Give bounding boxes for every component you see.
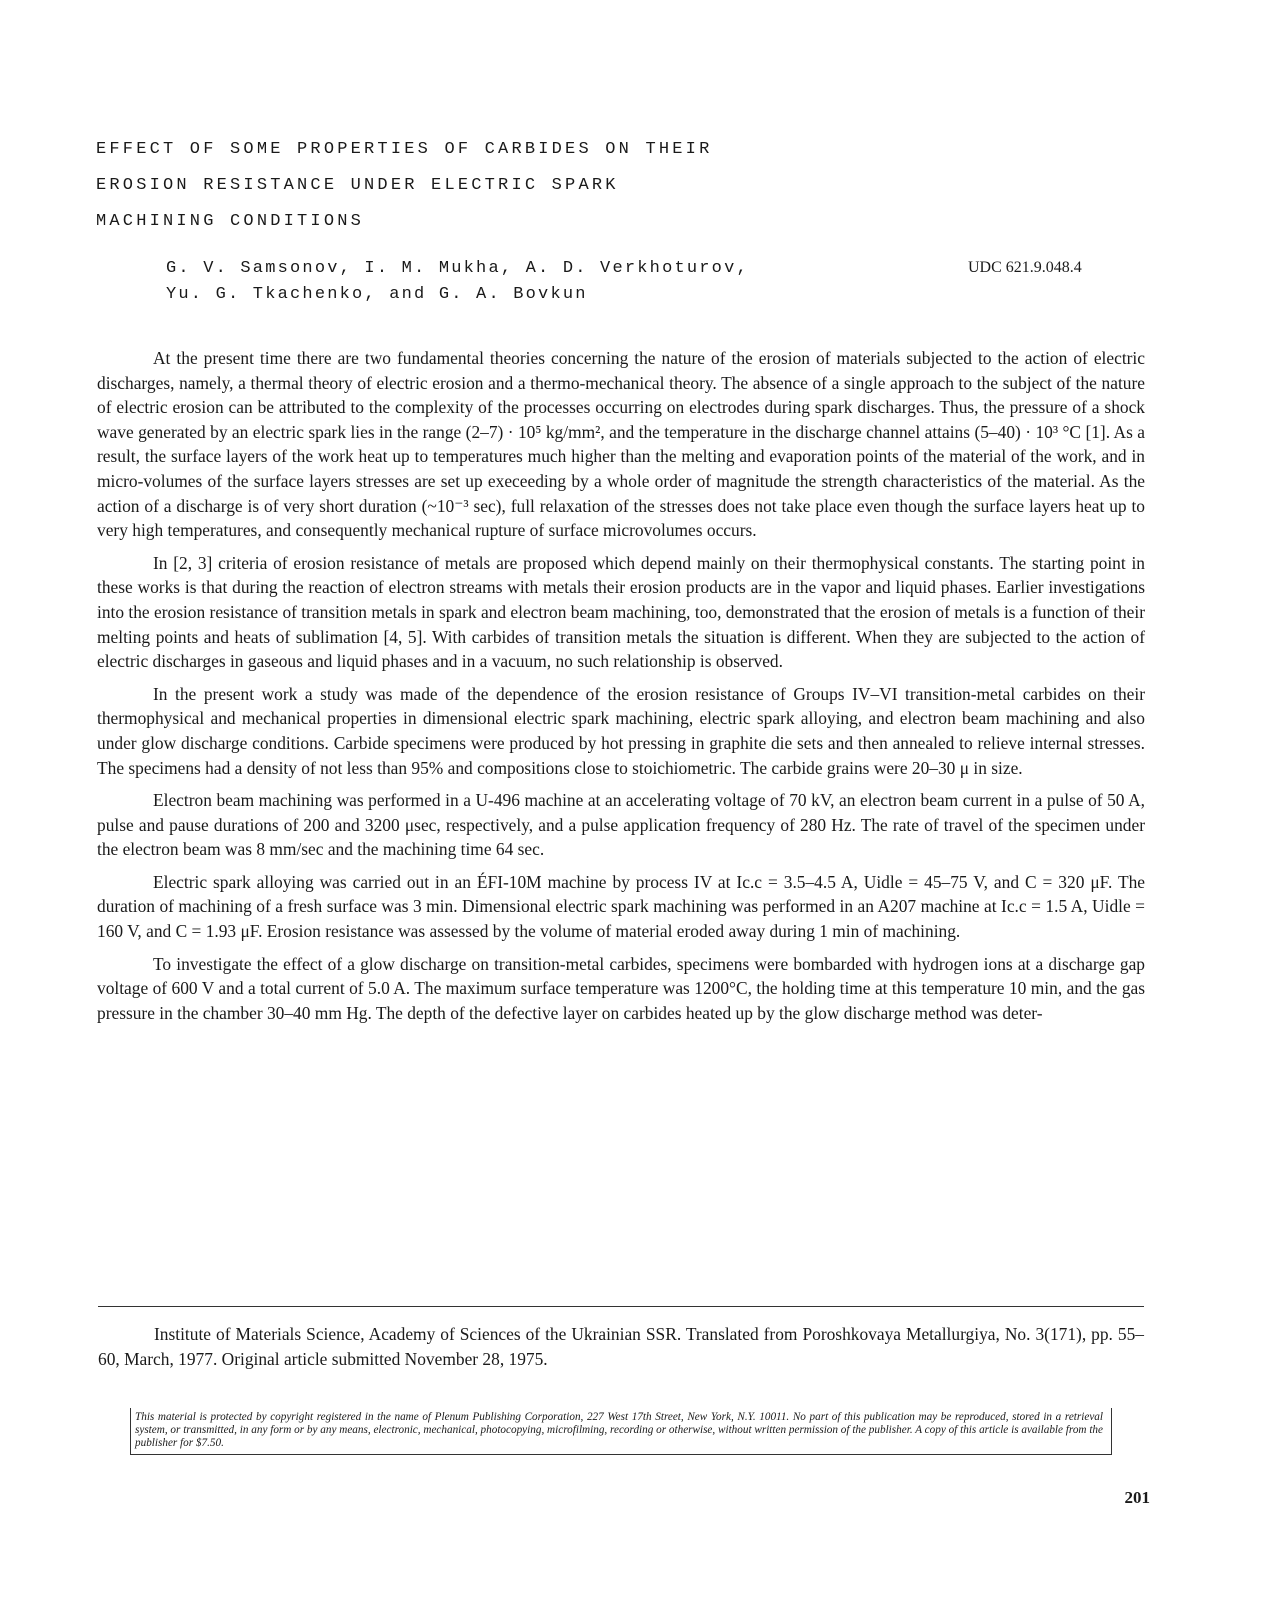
affiliation-note: Institute of Materials Science, Academy of Sciences of the Ukrainian SSR. Translated from Poroshkovaya Metallurgiya, No. 3(171), pp. 55–60, March, 1977. Original article submitted November 28, 1975. [98, 1324, 1144, 1369]
copyright-notice: This material is protected by copyright registered in the name of Plenum Publishing Corporation, 227 West 17th Street, New York, N.Y. 10011. No part of this publication may be reproduced, stored in a retrieval system, or transmitted, in any form or by any means, electronic, mechanical, photocopying, microfilming, recording or otherwise, without written permission of the publisher. A copy of this article is available from the publisher for $7.50. [130, 1408, 1112, 1455]
paragraph-1: At the present time there are two fundamental theories concerning the nature of the erosion of materials subjected to the action of electric discharges, namely, a thermal theory of electric erosion and a thermo-mechanical theory. The absence of a single approach to the subject of the nature of electric erosion can be attributed to the complexity of the processes occurring on electrodes during spark discharges. Thus, the pressure of a shock wave generated by an electric spark lies in the range (2–7) · 10⁵ kg/mm², and the temperature in the discharge channel attains (5–40) · 10³ °C [1]. As a result, the surface layers of the work heat up to temperatures much higher than the melting and evaporation points of the material of the work, and in micro-volumes of the surface layers stresses are set up execeeding by a whole order of magnitude the strength characteristics of the material. As the action of a discharge is of very short duration (~10⁻³ sec), full relaxation of the stresses does not take place even though the surface layers heat up to very high temperatures, and consequently mechanical rupture of surface microvolumes occurs. [97, 348, 1145, 541]
paragraph-4: Electron beam machining was performed in a U-496 machine at an accelerating voltage of 70 kV, an electron beam current in a pulse of 50 A, pulse and pause durations of 200 and 3200 μsec, respectively, and a pulse application frequency of 280 Hz. The rate of travel of the specimen under the electron beam was 8 mm/sec and the machining time 64 sec. [97, 790, 1145, 860]
paragraph-2: In [2, 3] criteria of erosion resistance of metals are proposed which depend mainly on their thermophysical constants. The starting point in these works is that during the reaction of electron streams with metals their erosion products are in the vapor and liquid phases. Earlier investigations into the erosion resistance of transition metals in spark and electron beam machining, too, demonstrated that the erosion of metals is a function of their melting points and heats of sublimation [4, 5]. With carbides of transition metals the situation is different. When they are subjected to the action of electric discharges in gaseous and liquid phases and in a vacuum, no such relationship is observed. [97, 552, 1145, 672]
paragraph-6: To investigate the effect of a glow discharge on transition-metal carbides, specimens were bombarded with hydrogen ions at a discharge gap voltage of 600 V and a total current of 5.0 A. The maximum surface temperature was 1200°C, the holding time at this temperature 10 min, and the gas pressure in the chamber 30–40 mm Hg. The depth of the defective layer on carbides heated up by the glow discharge method was deter- [97, 953, 1145, 1023]
paragraph-5: Electric spark alloying was carried out in an ÉFI-10M machine by process IV at Ic.c = 3.5–4.5 A, Uidle = 45–75 V, and C = 320 μF. The duration of machining of a fresh surface was 3 min. Dimensional electric spark machining was performed in an A207 machine at Ic.c = 1.5 A, Uidle = 160 V, and C = 1.93 μF. Erosion resistance was assessed by the volume of material eroded away during 1 min of machining. [97, 871, 1145, 942]
udc-code: UDC 621.9.048.4 [968, 259, 1082, 276]
paragraph-3: In the present work a study was made of the dependence of the erosion resistance of Groups IV–VI transition-metal carbides on their thermophysical and mechanical properties in dimensional electric spark machining, electric spark alloying, and electron beam machining and also under glow discharge conditions. Carbide specimens were produced by hot pressing in graphite die sets and then annealed to relieve internal stresses. The specimens had a density of not less than 95% and compositions close to stoichiometric. The carbide grains were 20–30 μ in size. [97, 683, 1145, 778]
title-line-2: EROSION RESISTANCE UNDER ELECTRIC SPARK [96, 176, 619, 195]
article-title [96, 132, 996, 240]
footnote-divider [98, 1306, 1144, 1307]
title-line-1: EFFECT OF SOME PROPERTIES OF CARBIDES ON THEIR [96, 140, 713, 159]
title-line-3: MACHINING CONDITIONS [96, 212, 365, 231]
authors-line-2: Yu. G. Tkachenko, and G. A. Bovkun [166, 285, 588, 304]
authors-line-1: G. V. Samsonov, I. M. Mukha, A. D. Verkhoturov, [166, 259, 749, 278]
article-body [97, 346, 1145, 1033]
page-number: 201 [1124, 1488, 1150, 1507]
author-list [166, 256, 926, 308]
